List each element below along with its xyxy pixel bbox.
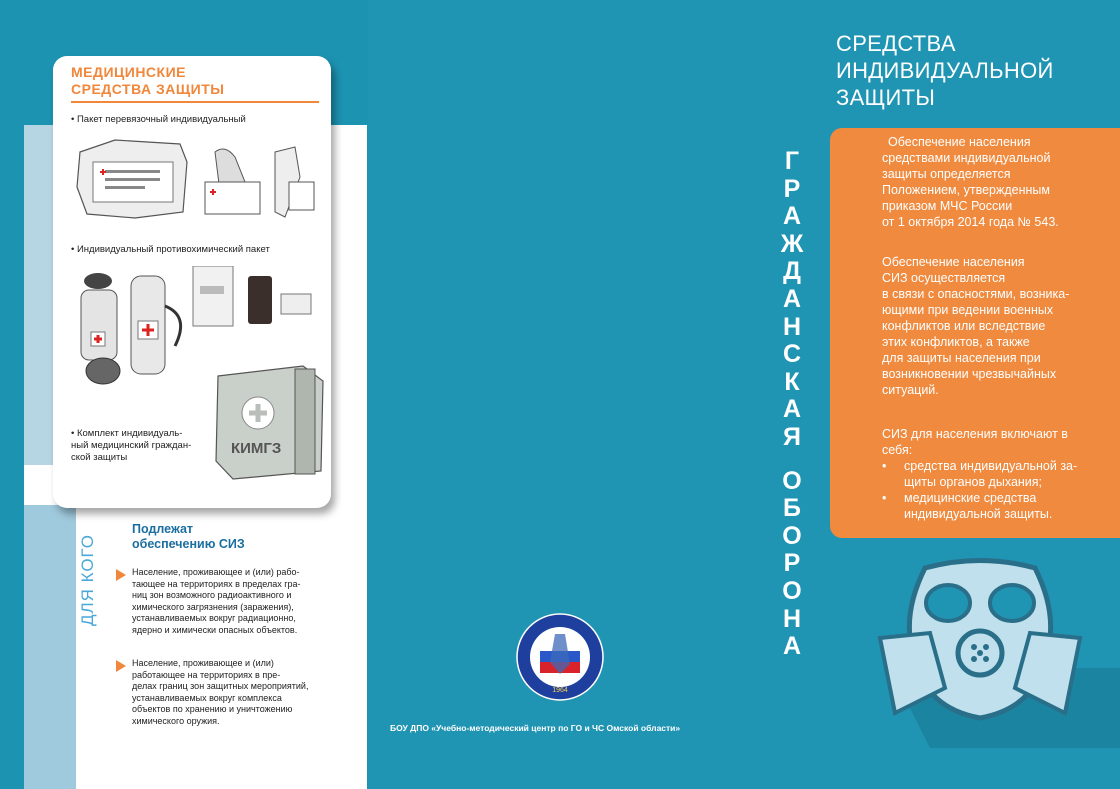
dressing-pack-illustration bbox=[75, 132, 325, 222]
bullet-line: индивидуальной защиты. bbox=[904, 507, 1053, 521]
info-line: от 1 октября 2014 года № 543. bbox=[882, 215, 1059, 229]
vertical-letter: Д bbox=[783, 257, 801, 286]
kimgz-text: КИМГЗ bbox=[231, 440, 282, 457]
info-bullet-2 bbox=[882, 490, 1112, 522]
info-line: Обеспечение населения bbox=[882, 255, 1025, 269]
info-line: СИЗ осуществляется bbox=[882, 271, 1006, 285]
vertical-letter: С bbox=[782, 340, 802, 369]
bullet-line: средства индивидуальной за- bbox=[904, 459, 1078, 473]
info-line: средствами индивидуальной bbox=[882, 151, 1051, 165]
vertical-letter: О bbox=[782, 576, 802, 605]
info-box bbox=[830, 128, 1120, 538]
emblem-year: 1964 bbox=[552, 687, 568, 694]
for-whom-text: ДЛЯ КОГО bbox=[78, 533, 98, 627]
p1-line: тающее на территориях в пределах гра- bbox=[132, 578, 301, 589]
kimgz-label-line3: ской защиты bbox=[71, 452, 128, 463]
info-line: в связи с опасностями, возника- bbox=[882, 287, 1070, 301]
info-line: ющими при ведении военных bbox=[882, 303, 1054, 317]
gas-mask-icon bbox=[870, 548, 1120, 748]
main-title-line: СРЕДСТВА bbox=[836, 31, 956, 56]
title-underline bbox=[71, 101, 319, 103]
bullet-arrow-icon bbox=[116, 569, 126, 581]
card-title-line2: СРЕДСТВА ЗАЩИТЫ bbox=[71, 81, 225, 97]
info-paragraph-1 bbox=[882, 134, 1110, 230]
info-line: себя: bbox=[882, 443, 913, 457]
p2-line: делах границ зон защитных мероприятий, bbox=[132, 681, 309, 691]
vertical-letter: Н bbox=[782, 604, 802, 633]
vertical-letter: Н bbox=[782, 312, 802, 341]
main-title-line: ИНДИВИДУАЛЬНОЙ bbox=[836, 58, 1054, 83]
vertical-letter: А bbox=[782, 632, 802, 661]
item-dressing-pack-label: • Пакет перевязочный индивидуальный bbox=[71, 114, 246, 125]
bullet-arrow-icon bbox=[116, 660, 126, 672]
info-paragraph-2 bbox=[882, 254, 1110, 398]
info-line: приказом МЧС России bbox=[882, 199, 1013, 213]
vertical-letter: Ж bbox=[780, 229, 804, 258]
main-title-line: ЗАЩИТЫ bbox=[836, 85, 936, 110]
subject-paragraph-2 bbox=[132, 658, 342, 727]
vertical-letter: К bbox=[784, 367, 800, 396]
p2-line: Население, проживающее и (или) bbox=[132, 658, 274, 668]
info-line: Обеспечение населения bbox=[888, 135, 1031, 149]
p2-line: объектов по хранению и уничтожению bbox=[132, 704, 293, 714]
info-line: Положением, утвержденным bbox=[882, 183, 1050, 197]
vertical-letter: А bbox=[782, 202, 802, 231]
info-line: возникновении чрезвычайных bbox=[882, 367, 1057, 381]
info-line: защиты определяется bbox=[882, 167, 1011, 181]
info-line: этих конфликтов, а также bbox=[882, 335, 1030, 349]
info-paragraph-3 bbox=[882, 426, 1112, 522]
p2-line: устанавливаемых вокруг комплекса bbox=[132, 692, 282, 703]
card-title bbox=[71, 64, 311, 98]
main-title bbox=[836, 30, 1096, 111]
item-antichemical-pack-label: • Индивидуальный противохимический пакет bbox=[71, 244, 270, 255]
bullet-dot-icon: • bbox=[882, 459, 887, 473]
vertical-letter: Б bbox=[783, 494, 801, 523]
info-line: ситуаций. bbox=[882, 383, 939, 397]
p2-line: химического оружия. bbox=[132, 715, 220, 726]
info-line: конфликтов или вследствие bbox=[882, 319, 1046, 333]
p1-line: ядерно и химически опасных объектов. bbox=[132, 624, 298, 635]
vertical-letter: Р bbox=[783, 549, 801, 578]
strip-accent-bottom bbox=[24, 505, 76, 789]
subject-title-line2: обеспечению СИЗ bbox=[132, 537, 245, 551]
for-whom-heading bbox=[72, 530, 112, 630]
p1-line: ниц зон возможного радиоактивного и bbox=[132, 590, 292, 600]
subject-title bbox=[132, 522, 332, 552]
vertical-letter: А bbox=[782, 395, 802, 424]
vertical-letter: А bbox=[782, 284, 802, 313]
p2-line: работающее на территориях в пре- bbox=[132, 669, 281, 680]
vertical-letter: О bbox=[782, 521, 802, 550]
info-line: СИЗ для населения включают в bbox=[882, 427, 1068, 441]
subject-paragraph-1 bbox=[132, 567, 342, 636]
organization-name: БОУ ДПО «Учебно-методический центр по ГО и ЧС Омской области» bbox=[390, 723, 681, 733]
item-kimgz-label bbox=[71, 428, 211, 464]
vertical-letter: Р bbox=[783, 174, 801, 203]
subject-title-line1: Подлежат bbox=[132, 522, 194, 536]
omsk-region-emblem bbox=[515, 612, 605, 702]
bullet-line: щиты органов дыхания; bbox=[904, 475, 1043, 489]
kimgz-kit-illustration bbox=[213, 361, 328, 486]
bullet-dot-icon: • bbox=[882, 491, 887, 505]
bullet-line: медицинские средства bbox=[904, 491, 1037, 505]
kimgz-label-line1: • Комплект индивидуаль- bbox=[71, 428, 183, 439]
info-bullet-1 bbox=[882, 458, 1112, 490]
p1-line: устанавливаемых вокруг радиационно, bbox=[132, 613, 296, 623]
medical-protection-card bbox=[53, 56, 331, 508]
vertical-letter: Г bbox=[784, 147, 800, 175]
vertical-spacer bbox=[772, 452, 812, 468]
p1-line: химического загрязнения (заражения), bbox=[132, 601, 294, 612]
p1-line: Население, проживающее и (или) рабо- bbox=[132, 567, 300, 577]
card-title-line1: МЕДИЦИНСКИЕ bbox=[71, 64, 186, 80]
civil-defense-vertical-title bbox=[772, 148, 812, 661]
kimgz-label-line2: ный медицинский граждан- bbox=[71, 440, 192, 451]
info-line: для защиты населения при bbox=[882, 351, 1041, 365]
vertical-letter: Я bbox=[783, 422, 801, 451]
vertical-letter: О bbox=[782, 466, 802, 495]
